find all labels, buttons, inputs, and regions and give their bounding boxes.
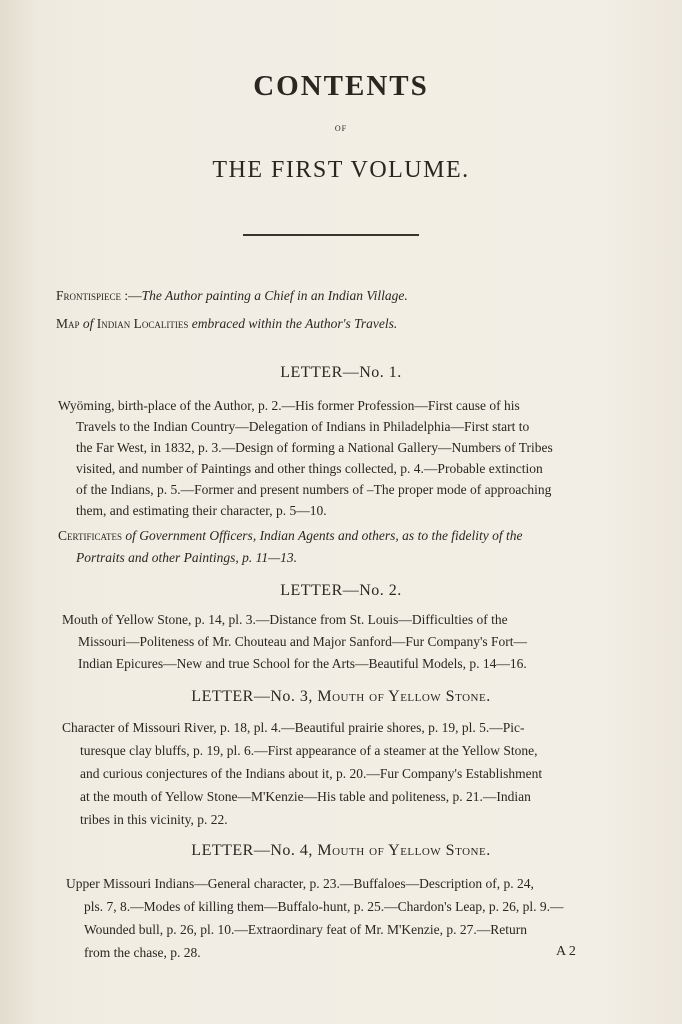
letter-4-line: Wounded bull, p. 26, pl. 10.—Extraordinary feat of Mr. M'Kenzie, p. 27.—Return (84, 922, 528, 937)
map-text: embraced within the Author's Travels. (191, 316, 398, 331)
letter-2-line: Indian Epicures—New and true School for the Arts—Beautiful Models, p. 14—16. (78, 656, 527, 671)
map-of: of (82, 316, 94, 331)
title-rule (243, 234, 419, 236)
certificates-entry (58, 528, 523, 544)
frontispiece-entry (56, 288, 408, 304)
page-title: CONTENTS (253, 70, 429, 102)
frontispiece-label: Frontispiece :— (56, 288, 142, 303)
letter-3-line: tribes in this vicinity, p. 22. (80, 812, 228, 827)
letter-2-line: Missouri—Politeness of Mr. Chouteau and Major Sanford—Fur Company's Fort— (78, 634, 528, 649)
letter-4-line: from the chase, p. 28. (84, 945, 201, 960)
letter-4-line: pls. 7, 8.—Modes of killing them—Buffalo-hunt, p. 25.—Chardon's Leap, p. 26, pl. 9.— (84, 899, 564, 914)
letter-3-number: LETTER—No. 3, (191, 688, 313, 705)
map-label-localities: Indian Localities (96, 316, 189, 331)
map-label: Map (56, 316, 80, 331)
volume-title: THE FIRST VOLUME. (212, 157, 470, 183)
letter-4-heading (0, 842, 682, 860)
letter-1-line: Wyöming, birth-place of the Author, p. 2.—His former Profession—First cause of his (58, 398, 520, 413)
letter-2-heading: LETTER—No. 2. (280, 582, 402, 599)
letter-1-line: of the Indians, p. 5.—Former and present numbers of –The proper mode of approaching (76, 482, 552, 497)
map-entry (56, 316, 397, 332)
letter-1-line: visited, and number of Paintings and other things collected, p. 4.—Probable extinction (76, 461, 543, 476)
letter-1-line: Travels to the Indian Country—Delegation of Indians in Philadelphia—First start to (76, 419, 530, 434)
letter-4-line: Upper Missouri Indians—General character, p. 23.—Buffaloes—Description of, p. 24, (66, 876, 534, 891)
letter-2-line: Mouth of Yellow Stone, p. 14, pl. 3.—Distance from St. Louis—Difficulties of the (62, 612, 508, 627)
letter-3-heading (0, 688, 682, 706)
letter-1-heading: LETTER—No. 1. (280, 364, 402, 381)
letter-3-line: and curious conjectures of the Indians about it, p. 20.—Fur Company's Establishment (80, 766, 543, 781)
letter-1-line: the Far West, in 1832, p. 3.—Design of forming a National Gallery—Numbers of Tribes (76, 440, 553, 455)
title-of: OF (334, 124, 348, 133)
letter-3-place: Mouth of Yellow Stone. (317, 688, 491, 705)
certificates-text: of Government Officers, Indian Agents and others, as to the fidelity of the (125, 528, 523, 543)
letter-3-line: Character of Missouri River, p. 18, pl. 4.—Beautiful prairie shores, p. 19, pl. 5.—Pic- (62, 720, 525, 735)
letter-4-place: Mouth of Yellow Stone. (317, 842, 491, 859)
frontispiece-text: The Author painting a Chief in an Indian Village. (141, 288, 408, 303)
certificates-label: Certificates (58, 528, 122, 543)
letter-4-number: LETTER—No. 4, (191, 842, 313, 859)
letter-1-line: them, and estimating their character, p. 5—10. (76, 503, 327, 518)
letter-3-line: at the mouth of Yellow Stone—M'Kenzie—His table and politeness, p. 21.—Indian (80, 789, 531, 804)
letter-3-line: turesque clay bluffs, p. 19, pl. 6.—First appearance of a steamer at the Yellow Stone, (80, 743, 538, 758)
page-signature: A 2 (556, 944, 576, 959)
certificates-text-2: Portraits and other Paintings, p. 11—13. (76, 550, 298, 565)
